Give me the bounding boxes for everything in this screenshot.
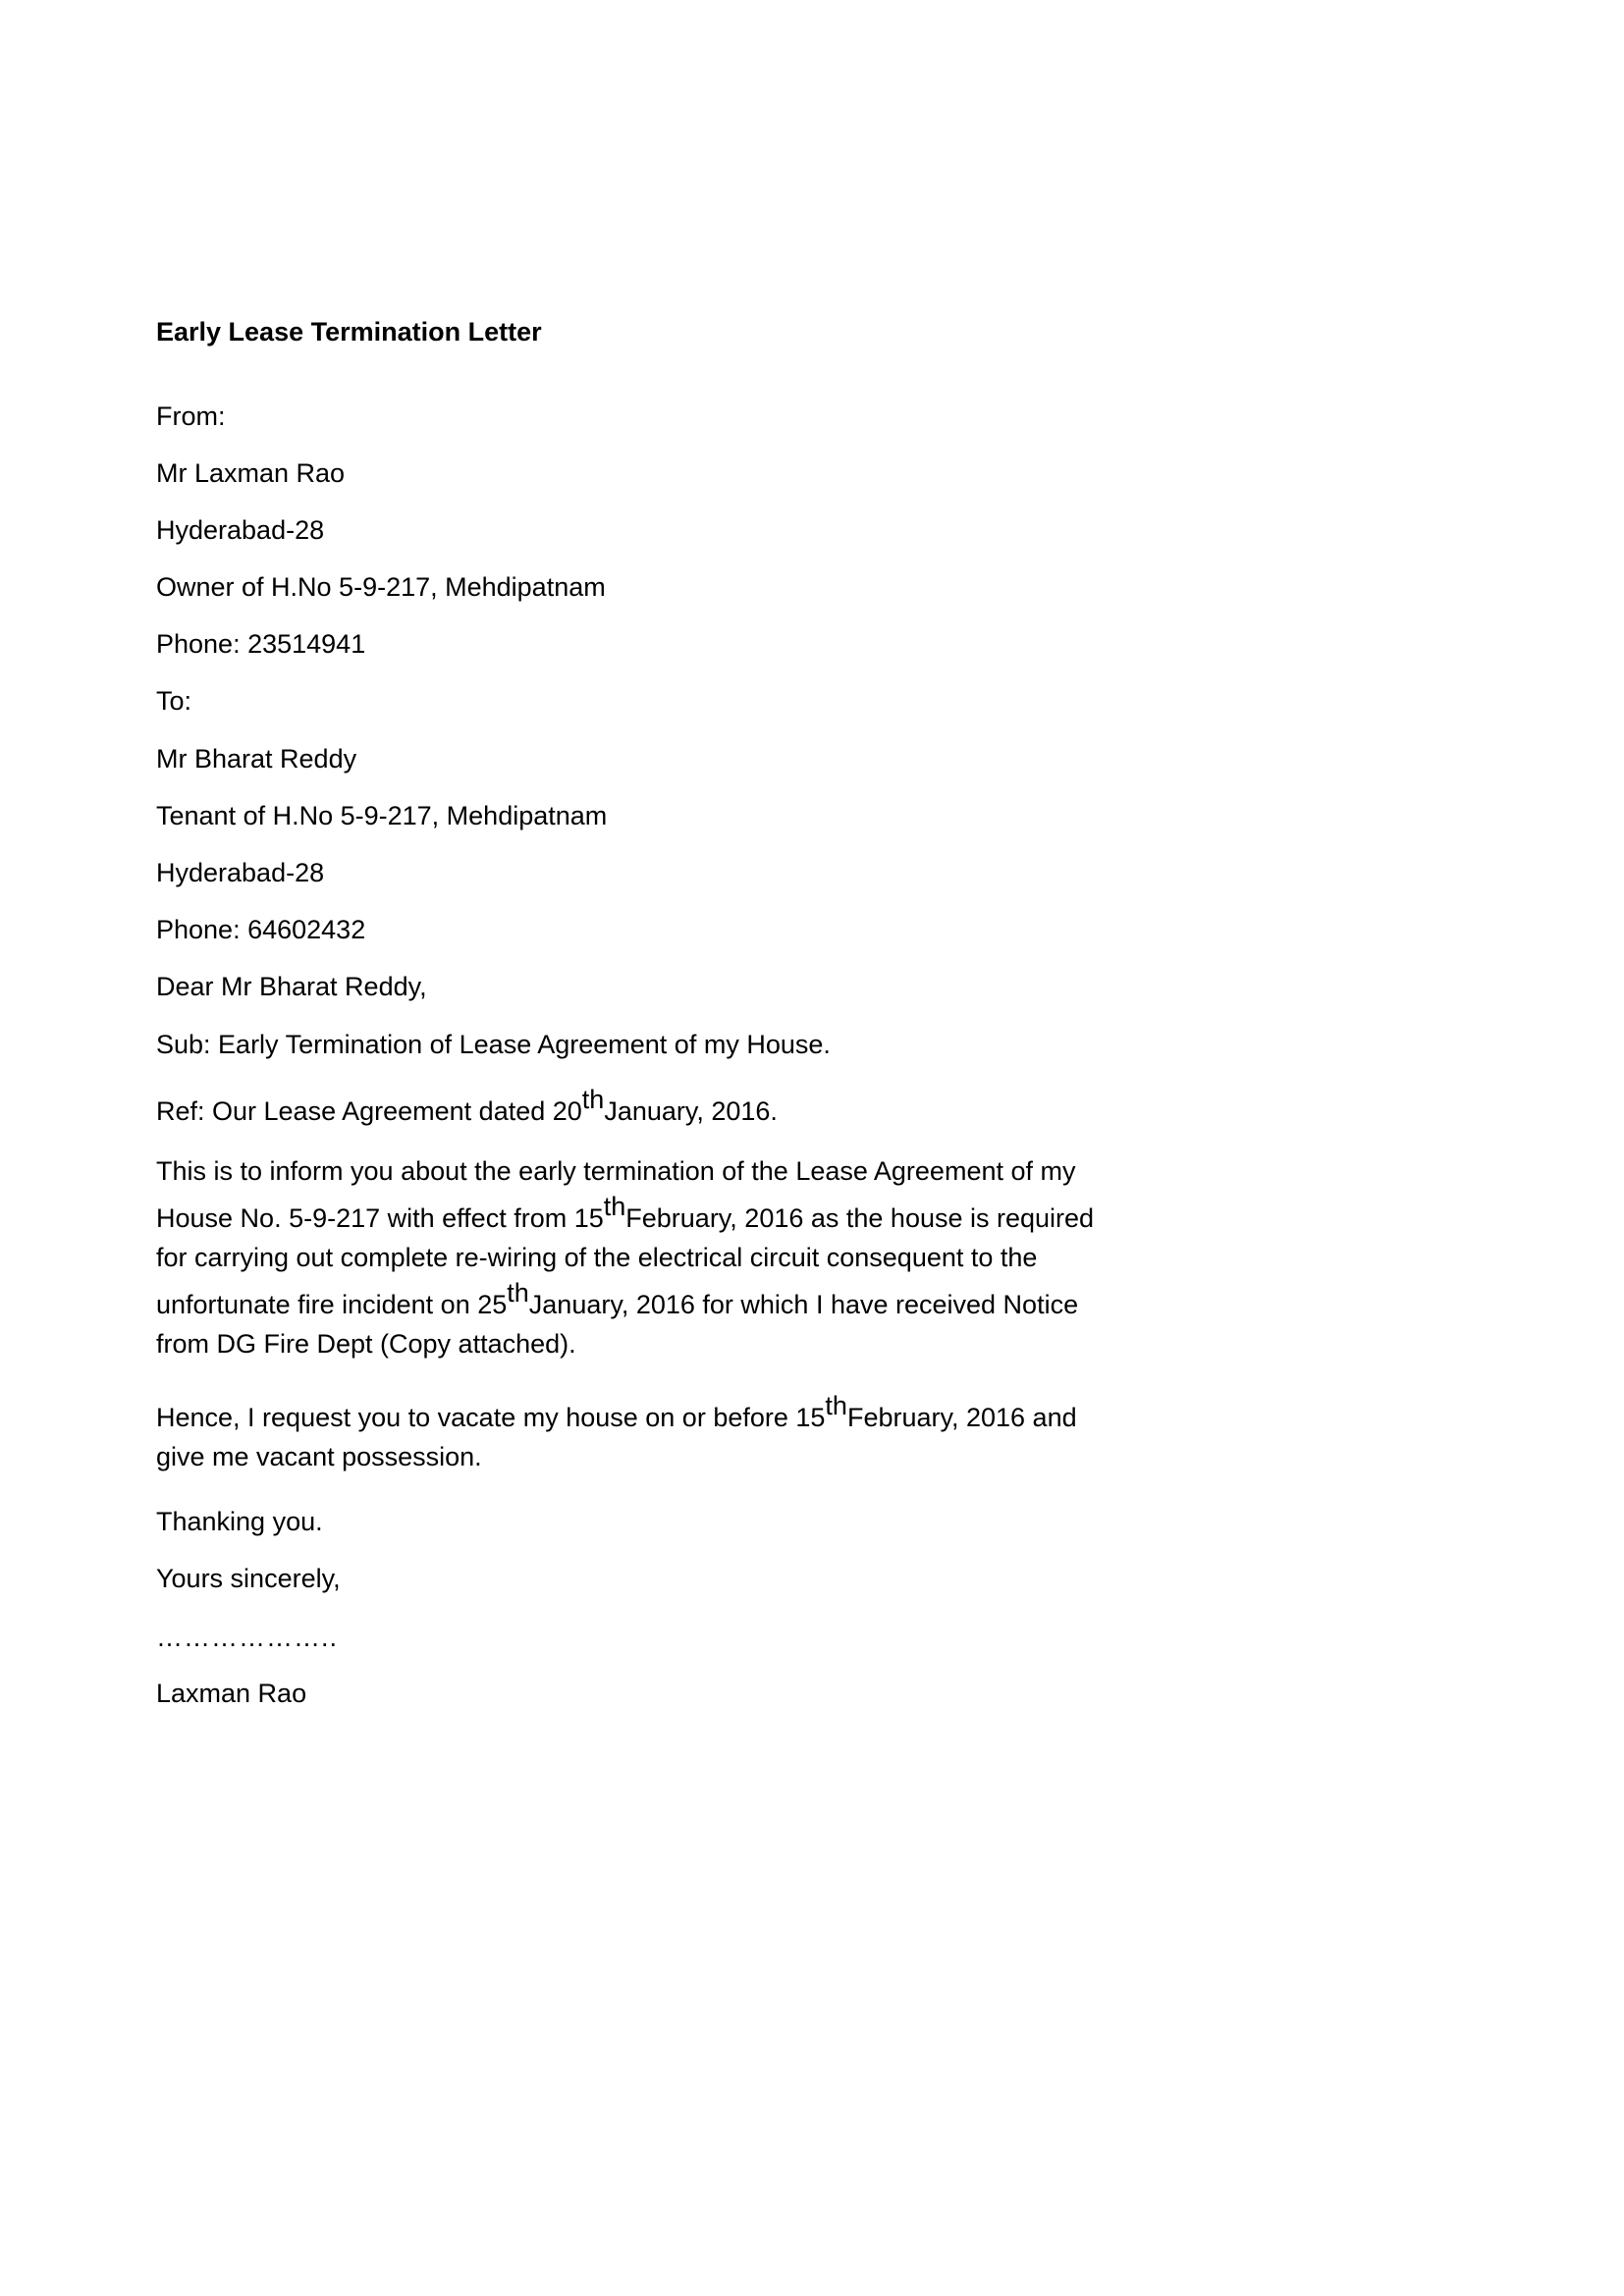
reference-ordinal: th (581, 1085, 605, 1114)
reference-text: Ref: Our Lease Agreement dated 20 (156, 1096, 582, 1126)
body-text: February, 2016 as the house is required (625, 1203, 1095, 1233)
body-line: This is to inform you about the early termination of the Lease Agreement of my (156, 1156, 1076, 1186)
signer-name: Laxman Rao (156, 1679, 307, 1708)
request-line: give me vacant possession. (156, 1442, 482, 1471)
body-line (156, 1278, 1158, 1328)
body-text: January, 2016 for which I have received Notice (528, 1290, 1079, 1319)
request-paragraph (156, 1391, 1158, 1472)
letter-title: Early Lease Termination Letter (156, 317, 542, 347)
reference-line (156, 1085, 778, 1127)
sender-role: Owner of H.No 5-9-217, Mehdipatnam (156, 572, 606, 602)
body-line: from DG Fire Dept (Copy attached). (156, 1329, 576, 1359)
sender-city: Hyderabad-28 (156, 515, 325, 545)
request-text: February, 2016 and (846, 1403, 1077, 1432)
thanks-line: Thanking you. (156, 1507, 323, 1536)
signature-line: ……………….. (156, 1623, 339, 1652)
to-label: To: (156, 686, 192, 716)
body-text: unfortunate fire incident on 25 (156, 1290, 508, 1319)
body-text: House No. 5-9-217 with effect from 15 (156, 1203, 604, 1233)
subject-line: Sub: Early Termination of Lease Agreement of my House. (156, 1030, 831, 1059)
closing-line: Yours sincerely, (156, 1564, 341, 1593)
recipient-name: Mr Bharat Reddy (156, 744, 357, 774)
recipient-city: Hyderabad-28 (156, 858, 325, 887)
from-label: From: (156, 401, 226, 431)
ordinal-suffix: th (603, 1192, 626, 1221)
ordinal-suffix: th (825, 1391, 847, 1420)
reference-date: January, 2016. (604, 1096, 778, 1126)
request-text: Hence, I request you to vacate my house on or before 15 (156, 1403, 826, 1432)
salutation: Dear Mr Bharat Reddy, (156, 972, 427, 1001)
request-line (156, 1391, 1158, 1441)
body-line: for carrying out complete re-wiring of the electrical circuit consequent to the (156, 1243, 1038, 1272)
body-line (156, 1192, 1158, 1242)
sender-phone: Phone: 23514941 (156, 629, 366, 659)
ordinal-suffix: th (507, 1278, 529, 1308)
recipient-role: Tenant of H.No 5-9-217, Mehdipatnam (156, 801, 608, 830)
recipient-phone: Phone: 64602432 (156, 915, 366, 944)
sender-name: Mr Laxman Rao (156, 458, 346, 488)
body-paragraph (156, 1155, 1158, 1360)
